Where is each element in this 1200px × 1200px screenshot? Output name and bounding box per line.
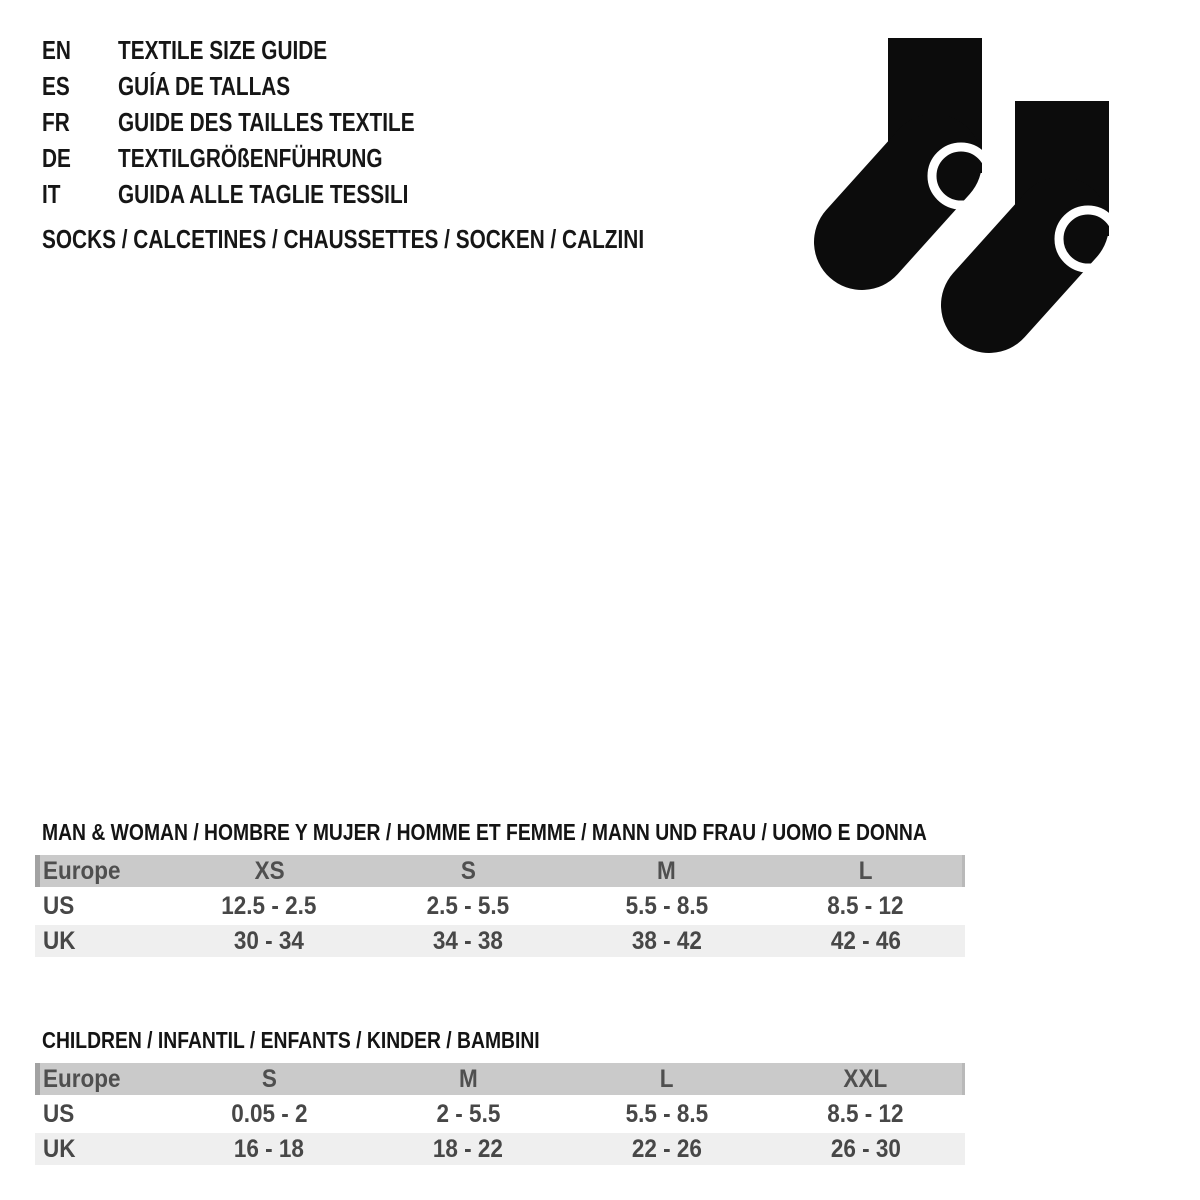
language-title-block	[42, 32, 489, 212]
lang-label-it: GUIDA ALLE TAGLIE TESSILI	[118, 179, 409, 209]
cell-uk-s: 16 - 18	[170, 1133, 369, 1165]
cell-uk-m: 38 - 42	[567, 925, 766, 957]
sock-icon-left	[862, 38, 990, 242]
lang-row-de	[42, 140, 489, 176]
man-woman-table-title: MAN & WOMAN / HOMBRE Y MUJER / HOMME ET FEMME / MANN UND FRAU / UOMO E DONNA	[42, 819, 927, 845]
lang-label-de: TEXTILGRÖßENFÜHRUNG	[118, 143, 383, 173]
column-header-europe: Europe	[35, 1063, 170, 1095]
lang-row-it	[42, 176, 489, 212]
cell-uk-xs: 30 - 34	[170, 925, 369, 957]
row-label-us: US	[43, 1099, 75, 1128]
lang-label-en: TEXTILE SIZE GUIDE	[118, 35, 328, 65]
cell-uk-l: 22 - 26	[567, 1133, 766, 1165]
lang-label-es: GUÍA DE TALLAS	[118, 71, 291, 101]
lang-code-de: DE	[42, 143, 71, 173]
cell-us-l: 8.5 - 12	[827, 891, 904, 920]
cell-us-s: 2.5 - 5.5	[426, 891, 510, 920]
cell-us-s: 0.05 - 2	[231, 1099, 308, 1128]
cell-us-xxl: 8.5 - 12	[827, 1099, 904, 1128]
cell-uk-m: 18 - 22	[369, 1133, 568, 1165]
lang-row-en	[42, 32, 489, 68]
cell-us-m: 5.5 - 8.5	[625, 891, 709, 920]
row-label-us: US	[43, 891, 75, 920]
lang-code-it: IT	[42, 179, 61, 209]
table-row-us	[35, 1098, 965, 1130]
lang-code-fr: FR	[42, 107, 70, 137]
column-header-xxl: XXL	[766, 1063, 965, 1095]
table-row-uk	[35, 1133, 965, 1165]
children-table-title: CHILDREN / INFANTIL / ENFANTS / KINDER / BAMBINI	[42, 1027, 540, 1053]
lang-label-fr: GUIDE DES TAILLES TEXTILE	[118, 107, 415, 137]
cell-us-m: 2 - 5.5	[436, 1099, 500, 1128]
row-label-uk: UK	[35, 1133, 170, 1165]
table-header-row	[35, 855, 965, 887]
column-header-l: L	[766, 855, 965, 887]
row-label-uk: UK	[35, 925, 170, 957]
column-header-m: M	[369, 1063, 568, 1095]
cell-us-xs: 12.5 - 2.5	[221, 891, 317, 920]
table-header-row	[35, 1063, 965, 1095]
socks-icon	[812, 38, 1120, 363]
column-header-xs: XS	[170, 855, 369, 887]
category-title: SOCKS / CALCETINES / CHAUSSETTES / SOCKEN / CALZINI	[42, 224, 645, 254]
table-row-us	[35, 890, 965, 922]
cell-uk-xxl: 26 - 30	[766, 1133, 965, 1165]
column-header-m: M	[567, 855, 766, 887]
column-header-s: S	[369, 855, 568, 887]
column-header-l: L	[567, 1063, 766, 1095]
lang-row-fr	[42, 104, 489, 140]
cell-uk-l: 42 - 46	[766, 925, 965, 957]
children-size-table	[35, 1060, 965, 1168]
table-row-uk	[35, 925, 965, 957]
sock-icon-right	[989, 91, 1119, 305]
lang-row-es	[42, 68, 489, 104]
cell-us-l: 5.5 - 8.5	[625, 1099, 709, 1128]
man-woman-size-table	[35, 852, 965, 960]
column-header-europe: Europe	[35, 855, 170, 887]
lang-code-es: ES	[42, 71, 70, 101]
column-header-s: S	[170, 1063, 369, 1095]
lang-code-en: EN	[42, 35, 71, 65]
cell-uk-s: 34 - 38	[369, 925, 568, 957]
